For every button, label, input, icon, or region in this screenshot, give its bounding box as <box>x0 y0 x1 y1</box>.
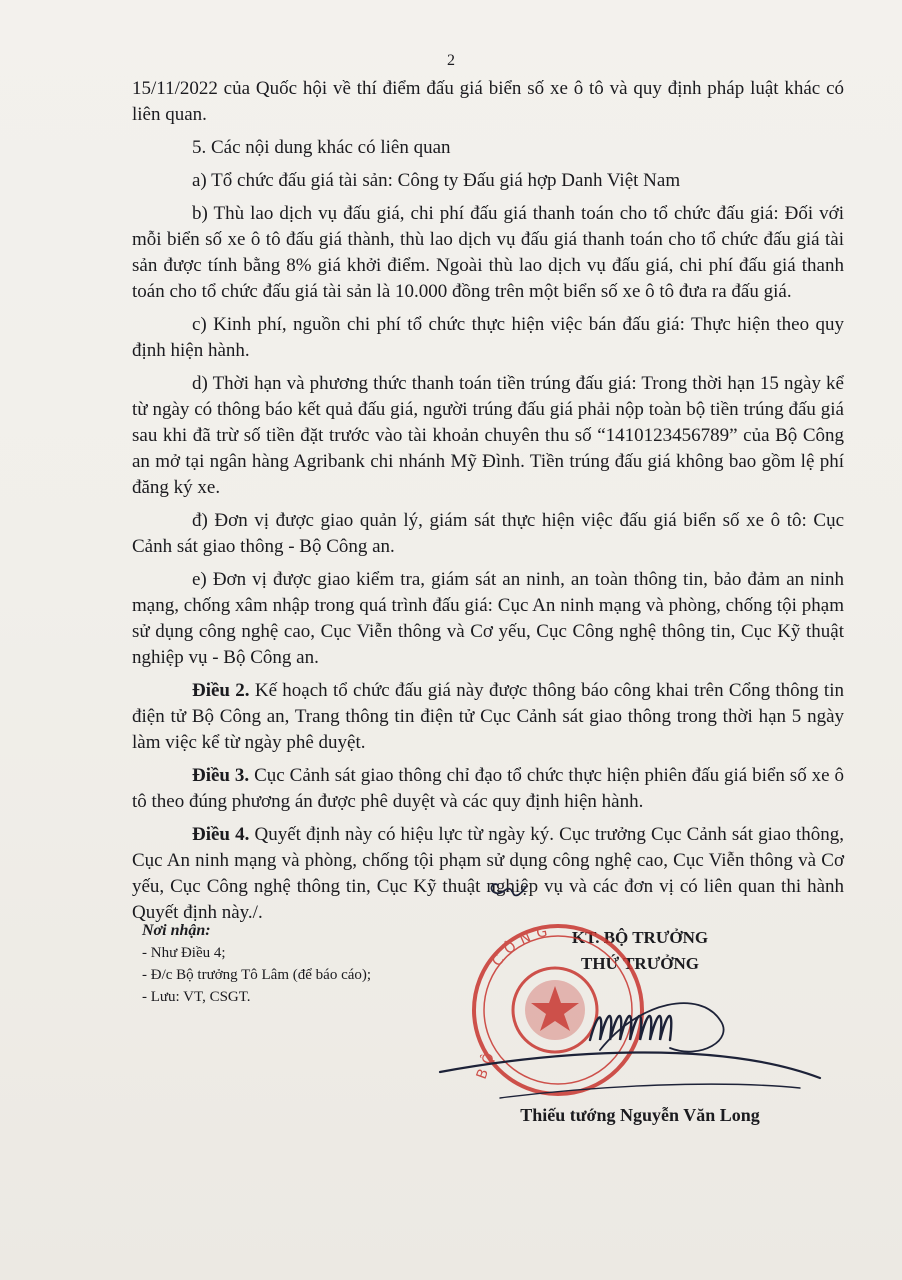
signature-title <box>500 925 780 977</box>
paragraph-0: 15/11/2022 của Quốc hội về thí điểm đấu giá biển số xe ô tô và quy định pháp luật khác có liên quan. <box>132 78 844 125</box>
paragraph-7: e) Đơn vị được giao kiểm tra, giám sát an ninh, an toàn thông tin, bảo đảm an ninh mạng, chống xâm nhập trong quá trình đấu giá: Cục An ninh mạng và phòng, chống tội phạm sử dụng công nghệ cao, Cục Viễn thông và Cơ yếu, Cục Công nghệ thông tin, Cục Kỹ thuật nghiệp vụ - Bộ Công an. <box>132 569 844 668</box>
paragraph-2: a) Tổ chức đấu giá tài sản: Công ty Đấu giá hợp Danh Việt Nam <box>192 170 681 191</box>
article-3-label: Điều 3. <box>192 765 250 786</box>
signature-line-1: KT. BỘ TRƯỞNG <box>571 928 709 947</box>
star-icon <box>531 986 579 1031</box>
recipient-item: - Như Điều 4; <box>142 945 226 961</box>
paragraph-3: b) Thù lao dịch vụ đấu giá, chi phí đấu giá thanh toán cho tổ chức đấu giá: Đối với mỗi biển số xe ô tô đấu giá thành, thù lao dịch vụ đấu giá thanh toán cho tổ chức đấu giá tài sản được tính bằng 8% giá khởi điểm. Ngoài thù lao dịch vụ đấu giá, chi phí đấu giá thanh toán cho tổ chức đấu giá tài sản là 10.000 đồng trên một biển số xe ô tô đưa ra đấu giá. <box>132 203 844 302</box>
paragraph-1: 5. Các nội dung khác có liên quan <box>192 137 451 158</box>
article-4-label: Điều 4. <box>192 824 250 845</box>
recipients-block <box>142 920 462 1008</box>
recipients-title: Nơi nhận: <box>142 922 211 939</box>
article-2: Điều 2. Kế hoạch tổ chức đấu giá này được thông báo công khai trên Cổng thông tin điện tử Bộ Công an, Trang thông tin điện tử Cục Cảnh sát giao thông trong thời hạn 5 ngày làm việc kể từ ngày phê duyệt. <box>132 680 844 753</box>
stamp-lettering: BỘ <box>473 1045 500 1082</box>
signer-name: Thiếu tướng Nguyễn Văn Long <box>520 1105 760 1125</box>
signature-line-2: THỨ TRƯỞNG <box>581 954 699 973</box>
article-4: Điều 4. Quyết định này có hiệu lực từ ngày ký. Cục trưởng Cục Cảnh sát giao thông, Cục An ninh mạng và phòng, chống tội phạm sử dụng công nghệ cao, Cục Viễn thông và Cơ yếu, Cục Công nghệ thông tin, Cục Kỹ thuật nghiệp vụ và các đơn vị có liên quan thi hành Quyết định này./. <box>132 824 844 923</box>
article-3: Điều 3. Cục Cảnh sát giao thông chỉ đạo tổ chức thực hiện phiên đấu giá biển số xe ô tô theo đúng phương án được phê duyệt và các quy định hiện hành. <box>132 765 845 812</box>
document-body <box>132 76 844 933</box>
paragraph-6: đ) Đơn vị được giao quản lý, giám sát thực hiện việc đấu giá biển số xe ô tô: Cục Cảnh sát giao thông - Bộ Công an. <box>132 510 844 557</box>
recipient-item: - Lưu: VT, CSGT. <box>142 989 251 1005</box>
recipient-item: - Đ/c Bộ trưởng Tô Lâm (để báo cáo); <box>142 967 372 983</box>
article-2-label: Điều 2. <box>192 680 250 701</box>
handwritten-signature <box>440 1003 820 1098</box>
page-number: 2 <box>447 52 455 69</box>
paragraph-5: d) Thời hạn và phương thức thanh toán tiền trúng đấu giá: Trong thời hạn 15 ngày kể từ ngày có thông báo kết quả đấu giá, người trúng đấu giá phải nộp toàn bộ tiền trúng đấu giá sau khi đã trừ số tiền đặt trước vào tài khoản chuyên thu số “1410123456789” của Bộ Công an mở tại ngân hàng Agribank chi nhánh Mỹ Đình. Tiền trúng đấu giá không bao gồm lệ phí đăng ký xe. <box>132 373 844 498</box>
stamp-lettering: CÔNG <box>489 922 555 970</box>
paragraph-4: c) Kinh phí, nguồn chi phí tổ chức thực hiện việc bán đấu giá: Thực hiện theo quy định hiện hành. <box>132 314 844 361</box>
